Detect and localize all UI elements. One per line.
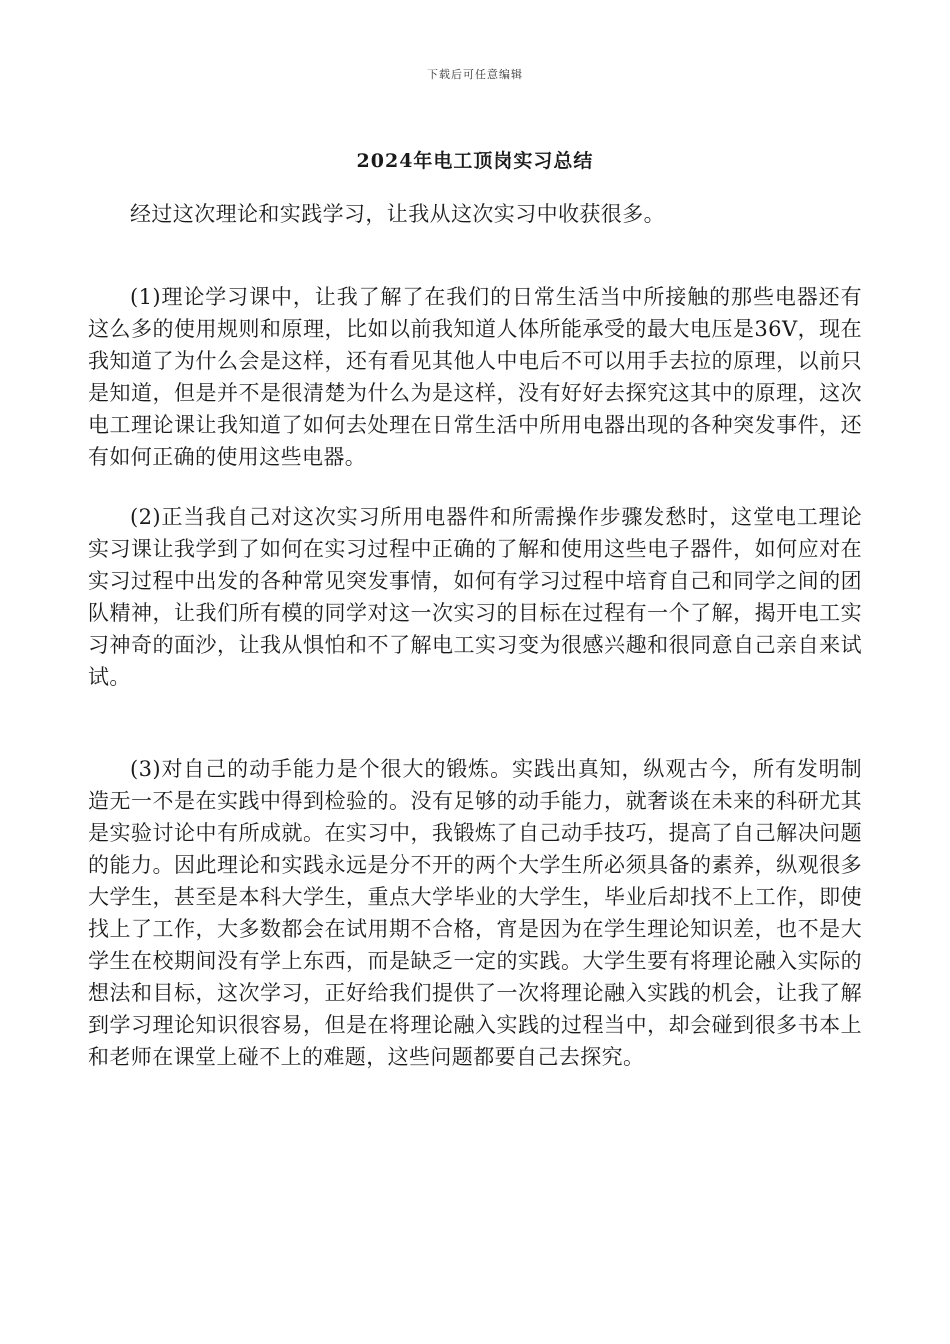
paragraph-text: (3)对自己的动手能力是个很大的锻炼。实践出真知，纵观古今，所有发明制造无一不是在实践中得到检验的。没有足够的动手能力，就奢谈在未来的科研尤其是实验讨论中有所成就。在实习中，我锻炼了自己动手技巧，提高了自己解决问题的能力。因此理论和实践永远是分不开的两个大学生所必须具备的素养，纵观很多大学生，甚至是本科大学生，重点大学毕业的大学生，毕业后却找不上工作，即使找上了工作，大多数都会在试用期不合格，宵是因为在学生理论知识差，也不是大学生在校期间没有学上东西，而是缺乏一定的实践。大学生要有将理论融入实际的想法和目标，这次学习，正好给我们提供了一次将理论融入实践的机会，让我了解到学习理论知识很容易，但是在将理论融入实践的过程当中，却会碰到很多书本上和老师在课堂上碰不上的难题，这些问题都要自己去探究。 [88, 757, 862, 1069]
document-title: 2024年电工顶岗实习总结 [356, 150, 594, 172]
paragraph-intro [88, 198, 862, 230]
paragraph-text: (1)理论学习课中，让我了解了在我们的日常生活当中所接触的那些电器还有这么多的使用规则和原理，比如以前我知道人体所能承受的最大电压是36V，现在我知道了为什么会是这样，还有看见其他人中电后不可以用手去拉的原理，以前只是知道，但是并不是很清楚为什么为是这样，没有好好去探究这其中的原理，这次电工理论课让我知道了如何去处理在日常生活中所用电器出现的各种突发事件，还有如何正确的使用这些电器。 [88, 285, 862, 469]
paragraph-1 [88, 281, 862, 473]
paragraph-3 [88, 753, 862, 1073]
paragraph-2 [88, 501, 862, 693]
header-note: 下载后可任意编辑 [427, 68, 523, 81]
paragraph-text: 经过这次理论和实践学习，让我从这次实习中收获很多。 [130, 202, 665, 226]
paragraph-text: (2)正当我自己对这次实习所用电器件和所需操作步骤发愁时，这堂电工理论实习课让我学到了如何在实习过程中正确的了解和使用这些电子器件，如何应对在实习过程中出发的各种常见突发事情，如何有学习过程中培育自己和同学之间的团队精神，让我们所有模的同学对这一次实习的目标在过程有一个了解，揭开电工实习神奇的面沙，让我从惧怕和不了解电工实习变为很感兴趣和很同意自己亲自来试试。 [88, 505, 862, 689]
